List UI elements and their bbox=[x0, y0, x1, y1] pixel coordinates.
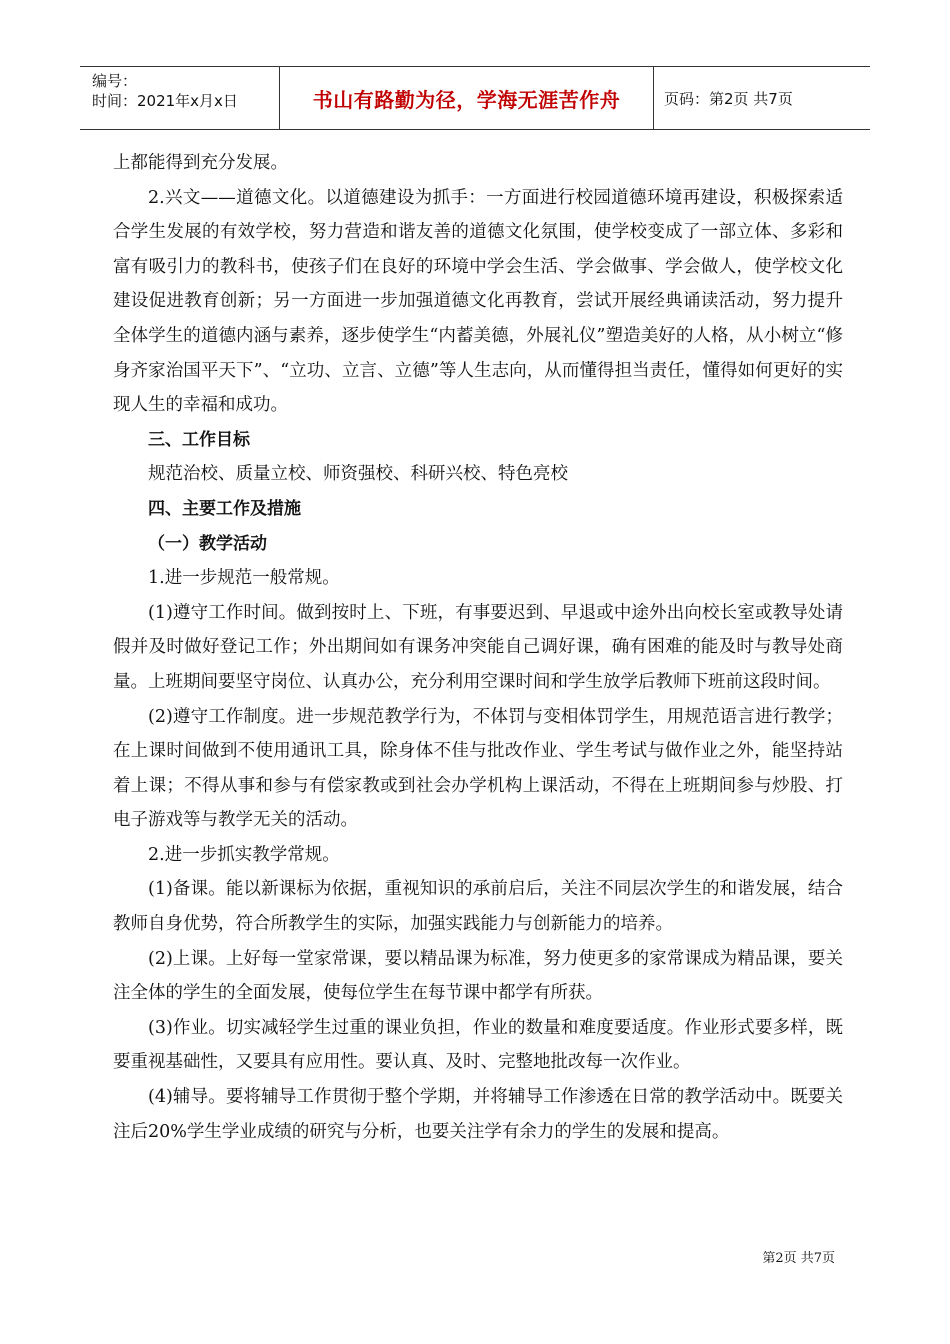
header-meta bbox=[80, 67, 280, 129]
page-footer: 第2页 共7页 bbox=[762, 1251, 835, 1266]
paragraph-class: (2)上课。上好每一堂家常课，要以精品课为标准，努力使更多的家常课成为精品课，要关注全体的学生的全面发展，使每位学生在每节课中都学有所获。 bbox=[113, 948, 843, 1004]
paragraph-teaching-rules: 2.进一步抓实教学常规。 bbox=[148, 844, 340, 865]
paragraph-general-rules: 1.进一步规范一般常规。 bbox=[148, 568, 340, 589]
paragraph-work-time: (1)遵守工作时间。做到按时上、下班，有事要迟到、早退或中途外出向校长室或教导处请假并及时做好登记工作；外出期间如有课务冲突能自己调好课，确有困难的能及时与教导处商量。上班期间要坚守岗位、认真办公，充分利用空课时间和学生放学后教师下班前这段时间。 bbox=[113, 602, 843, 692]
heading-work-goals: 三、工作目标 bbox=[148, 429, 250, 450]
header-motto: 书山有路勤为径，学海无涯苦作舟 bbox=[312, 87, 621, 112]
number-label: 编号： bbox=[92, 72, 138, 90]
document-header bbox=[80, 66, 870, 130]
paragraph-homework: (3)作业。切实减轻学生过重的课业负担，作业的数量和难度要适度。作业形式要多样，既要重视基础性，又要具有应用性。要认真、及时、完整地批改每一次作业。 bbox=[113, 1017, 843, 1073]
heading-teaching-activities: （一）教学活动 bbox=[148, 533, 267, 554]
paragraph-lesson-prep: (1)备课。能以新课标为依据，重视知识的承前启后，关注不同层次学生的和谐发展，结合教师自身优势，符合所教学生的实际，加强实践能力与创新能力的培养。 bbox=[113, 879, 843, 935]
header-motto-cell bbox=[280, 67, 654, 129]
time-label: 时间：2021年x月x日 bbox=[92, 92, 238, 110]
paragraph-continuation: 上都能得到充分发展。 bbox=[113, 153, 288, 173]
paragraph-goals: 规范治校、质量立校、师资强校、科研兴校、特色亮校 bbox=[148, 464, 568, 485]
heading-main-work: 四、主要工作及措施 bbox=[148, 498, 301, 519]
paragraph-work-system: (2)遵守工作制度。进一步规范教学行为，不体罚与变相体罚学生，用规范语言进行教学；在上课时间做到不使用通讯工具，除身体不佳与批改作业、学生考试与做作业之外，能坚持站着上课；不得从事和参与有偿家教或到社会办学机构上课活动，不得在上班期间参与炒股、打电子游戏等与教学无关的活动。 bbox=[113, 706, 843, 831]
header-page-info: 页码：第2页 共7页 bbox=[664, 89, 793, 108]
document-body bbox=[113, 146, 843, 1149]
paragraph-tutoring: (4)辅导。要将辅导工作贯彻于整个学期，并将辅导工作渗透在日常的教学活动中。既要关注后20%学生学业成绩的研究与分析，也要关注学有余力的学生的发展和提高。 bbox=[113, 1087, 843, 1142]
paragraph-moral-culture: 2.兴文——道德文化。以道德建设为抓手：一方面进行校园道德环境再建设，积极探索适合学生发展的有效学校，努力营造和谐友善的道德文化氛围，使学校变成了一部立体、多彩和富有吸引力的教科书，使孩子们在良好的环境中学会生活、学会做事、学会做人，使学校文化建设促进教育创新；另一方面进一步加强道德文化再教育，尝试开展经典诵读活动，努力提升全体学生的道德内涵与素养，逐步使学生“内蓄美德，外展礼仪”塑造美好的人格，从小树立“修身齐家治国平天下”、“立功、立言、立德”等人生志向，从而懂得担当责任，懂得如何更好的实现人生的幸福和成功。 bbox=[113, 187, 843, 416]
